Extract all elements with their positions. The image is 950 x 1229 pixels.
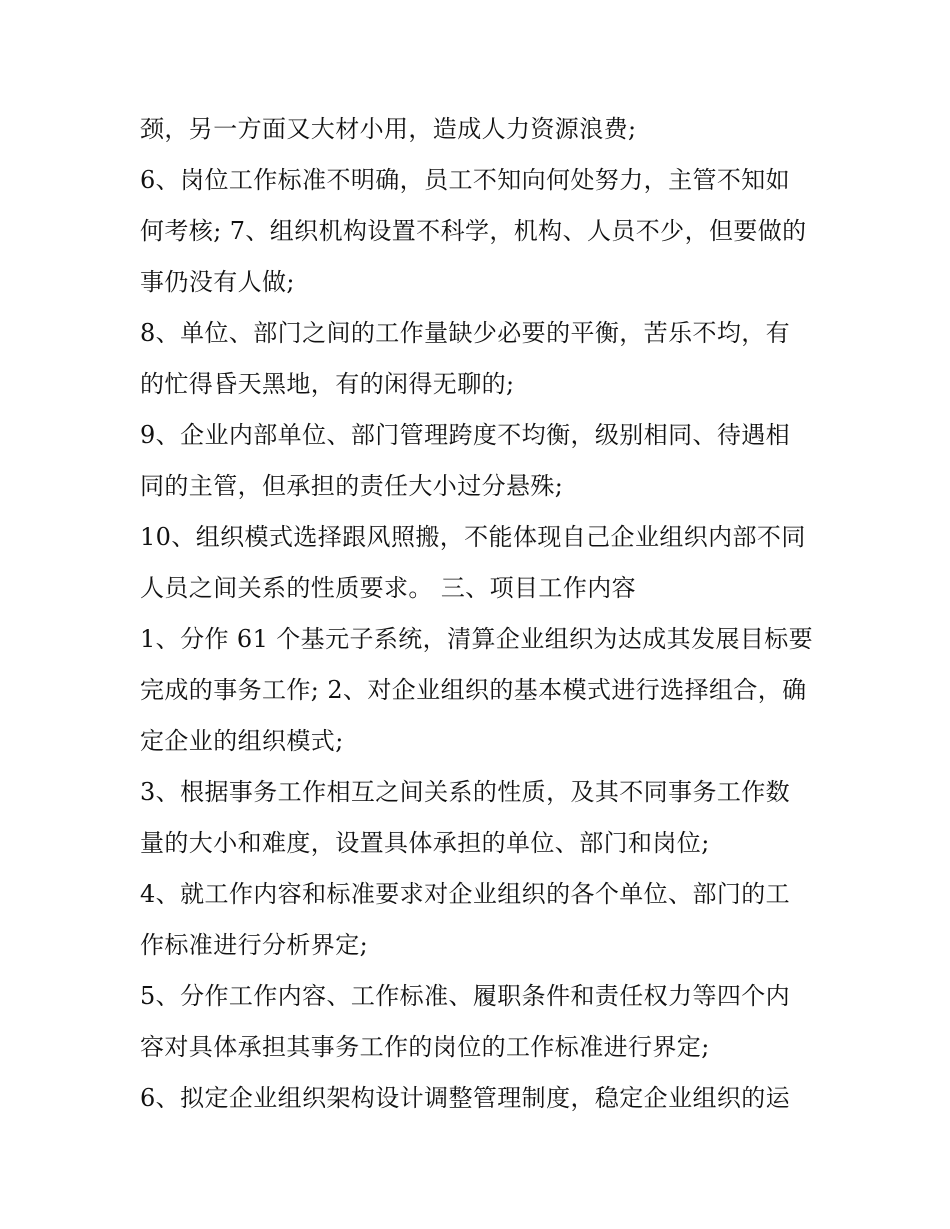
text-line: 10、组织模式选择跟风照搬，不能体现自己企业组织内部不同 bbox=[140, 523, 806, 551]
text-line: 5、分作工作内容、工作标准、履职条件和责任权力等四个内 bbox=[140, 982, 791, 1010]
text-line: 颈，另一方面又大材小用，造成人力资源浪费; bbox=[140, 115, 637, 143]
text-line: 定企业的组织模式; bbox=[140, 727, 344, 755]
text-line: 4、就工作内容和标准要求对企业组织的各个单位、部门的工 bbox=[140, 880, 791, 908]
text-line: 完成的事务工作; 2、对企业组织的基本模式进行选择组合，确 bbox=[140, 676, 807, 704]
text-line: 容对具体承担其事务工作的岗位的工作标准进行界定; bbox=[140, 1033, 710, 1061]
text-line: 同的主管，但承担的责任大小过分悬殊; bbox=[140, 472, 564, 500]
text-line: 6、拟定企业组织架构设计调整管理制度，稳定企业组织的运 bbox=[140, 1084, 791, 1112]
text-line: 1、分作 61 个基元子系统，清算企业组织为达成其发展目标要 bbox=[140, 625, 814, 653]
text-line: 事仍没有人做; bbox=[140, 268, 295, 296]
text-line: 9、企业内部单位、部门管理跨度不均衡，级别相同、待遇相 bbox=[140, 421, 791, 449]
text-line: 6、岗位工作标准不明确，员工不知向何处努力，主管不知如 bbox=[140, 166, 791, 194]
text-line: 人员之间关系的性质要求。 三、项目工作内容 bbox=[140, 574, 637, 602]
document-body bbox=[140, 104, 820, 1124]
text-line: 的忙得昏天黑地，有的闲得无聊的; bbox=[140, 370, 515, 398]
text-line: 8、单位、部门之间的工作量缺少必要的平衡，苦乐不均，有 bbox=[140, 319, 791, 347]
text-line: 何考核; 7、组织机构设置不科学，机构、人员不少，但要做的 bbox=[140, 217, 807, 245]
text-line: 作标准进行分析界定; bbox=[140, 931, 369, 959]
text-line: 量的大小和难度，设置具体承担的单位、部门和岗位; bbox=[140, 829, 710, 857]
text-line: 3、根据事务工作相互之间关系的性质，及其不同事务工作数 bbox=[140, 778, 791, 806]
